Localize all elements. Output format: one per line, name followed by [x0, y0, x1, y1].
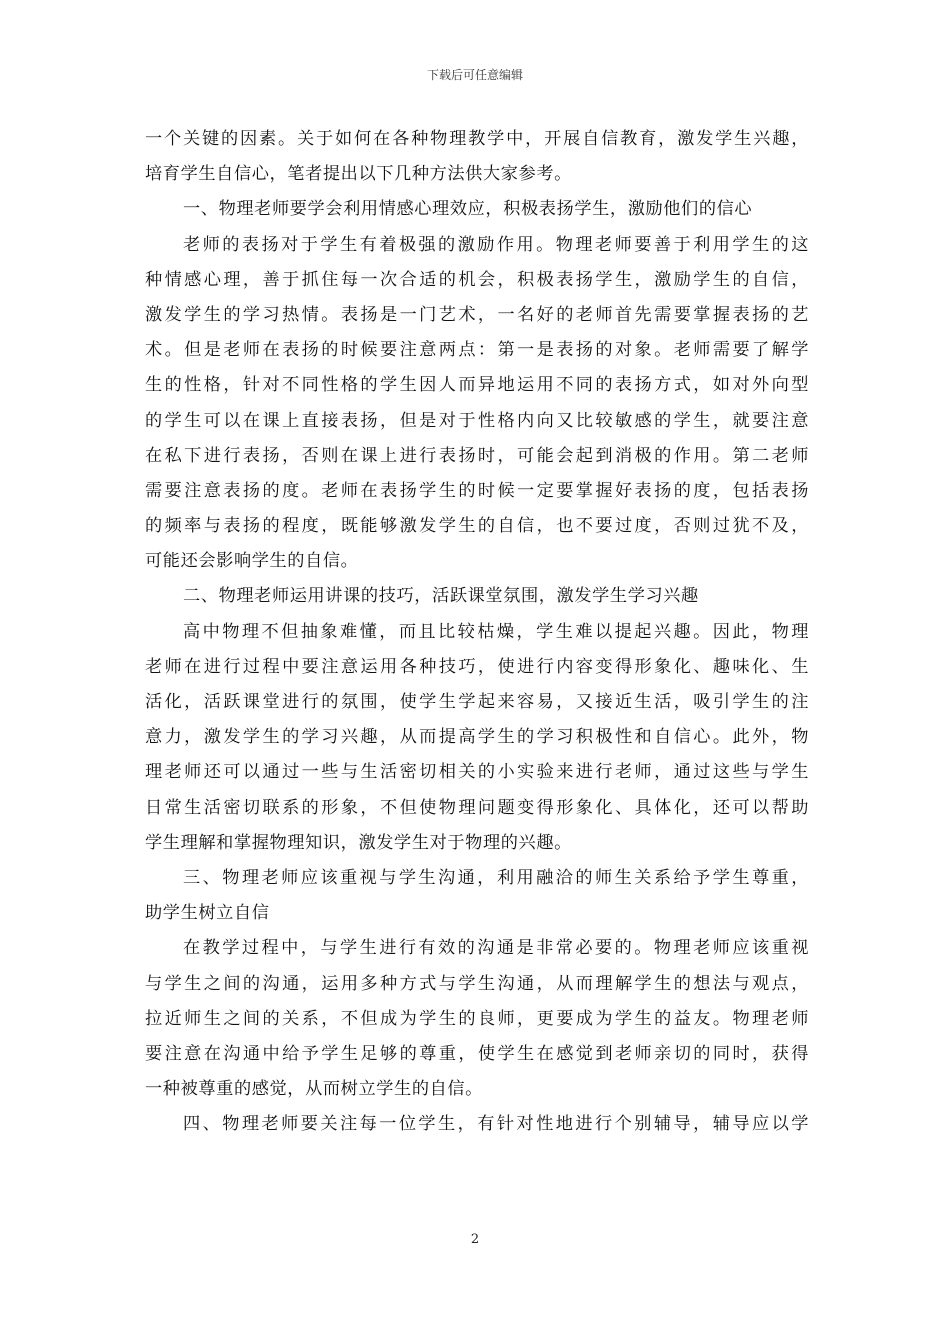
text-line: 学生理解和掌握物理知识，激发学生对于物理的兴趣。 [145, 832, 572, 853]
text-line: 激发学生的学习热情。表扬是一门艺术，一名好的老师首先需要掌握表扬的艺 [145, 304, 809, 325]
text-line: 术。但是老师在表扬的时候要注意两点：第一是表扬的对象。老师需要了解学 [145, 340, 809, 361]
text-line: 活化，活跃课堂进行的氛围，使学生学起来容易，又接近生活，吸引学生的注 [145, 692, 809, 712]
text-line: 培育学生自信心，笔者提出以下几种方法供大家参考。 [145, 164, 572, 185]
text-line: 二、物理老师运用讲课的技巧，活跃课堂氛围，激发学生学习兴趣 [183, 586, 699, 607]
text-line: 在教学过程中，与学生进行有效的沟通是非常必要的。物理老师应该重视 [183, 938, 809, 959]
text-line: 的频率与表扬的程度，既能够激发学生的自信，也不要过度，否则过犹不及， [145, 516, 809, 537]
text-line: 理老师还可以通过一些与生活密切相关的小实验来进行老师，通过这些与学生 [145, 762, 809, 783]
text-line: 四、物理老师要关注每一位学生，有针对性地进行个别辅导，辅导应以学 [183, 1114, 809, 1135]
text-line: 老师在进行过程中要注意运用各种技巧，使进行内容变得形象化、趣味化、生 [145, 656, 809, 677]
text-line: 与学生之间的沟通，运用多种方式与学生沟通，从而理解学生的想法与观点， [145, 973, 809, 994]
text-line: 一个关键的因素。关于如何在各种物理教学中，开展自信教育，激发学生兴趣， [145, 129, 809, 149]
text-line: 三、物理老师应该重视与学生沟通，利用融洽的师生关系给予学生尊重， [183, 867, 809, 888]
text-line: 种情感心理，善于抓住每一次合适的机会，积极表扬学生，激励学生的自信， [145, 269, 809, 290]
text-line: 意力，激发学生的学习兴趣，从而提高学生的学习积极性和自信心。此外，物 [145, 727, 809, 748]
text-line: 的学生可以在课上直接表扬，但是对于性格内向又比较敏感的学生，就要注意 [145, 410, 809, 431]
text-line: 需要注意表扬的度。老师在表扬学生的时候一定要掌握好表扬的度，包括表扬 [145, 480, 809, 501]
text-line: 拉近师生之间的关系，不但成为学生的良师，更要成为学生的益友。物理老师 [145, 1008, 809, 1029]
document-body [145, 122, 809, 1142]
text-line: 老师的表扬对于学生有着极强的激励作用。物理老师要善于利用学生的这 [183, 234, 809, 255]
text-line: 一种被尊重的感觉，从而树立学生的自信。 [145, 1079, 483, 1100]
text-line: 可能还会影响学生的自信。 [145, 551, 359, 572]
page-header: 下载后可任意编辑 [426, 68, 523, 82]
text-line: 要注意在沟通中给予学生足够的尊重，使学生在感觉到老师亲切的同时，获得 [145, 1043, 809, 1064]
text-line: 日常生活密切联系的形象，不但使物理问题变得形象化、具体化，还可以帮助 [145, 797, 809, 818]
text-line: 在私下进行表扬，否则在课上进行表扬时，可能会起到消极的作用。第二老师 [145, 445, 809, 466]
text-line: 助学生树立自信 [145, 903, 270, 924]
text-line: 一、物理老师要学会利用情感心理效应，积极表扬学生，激励他们的信心 [183, 199, 753, 220]
text-line: 高中物理不但抽象难懂，而且比较枯燥，学生难以提起兴趣。因此，物理 [183, 621, 809, 642]
text-line: 生的性格，针对不同性格的学生因人而异地运用不同的表扬方式，如对外向型 [145, 375, 809, 396]
page-number: 2 [470, 1232, 480, 1247]
